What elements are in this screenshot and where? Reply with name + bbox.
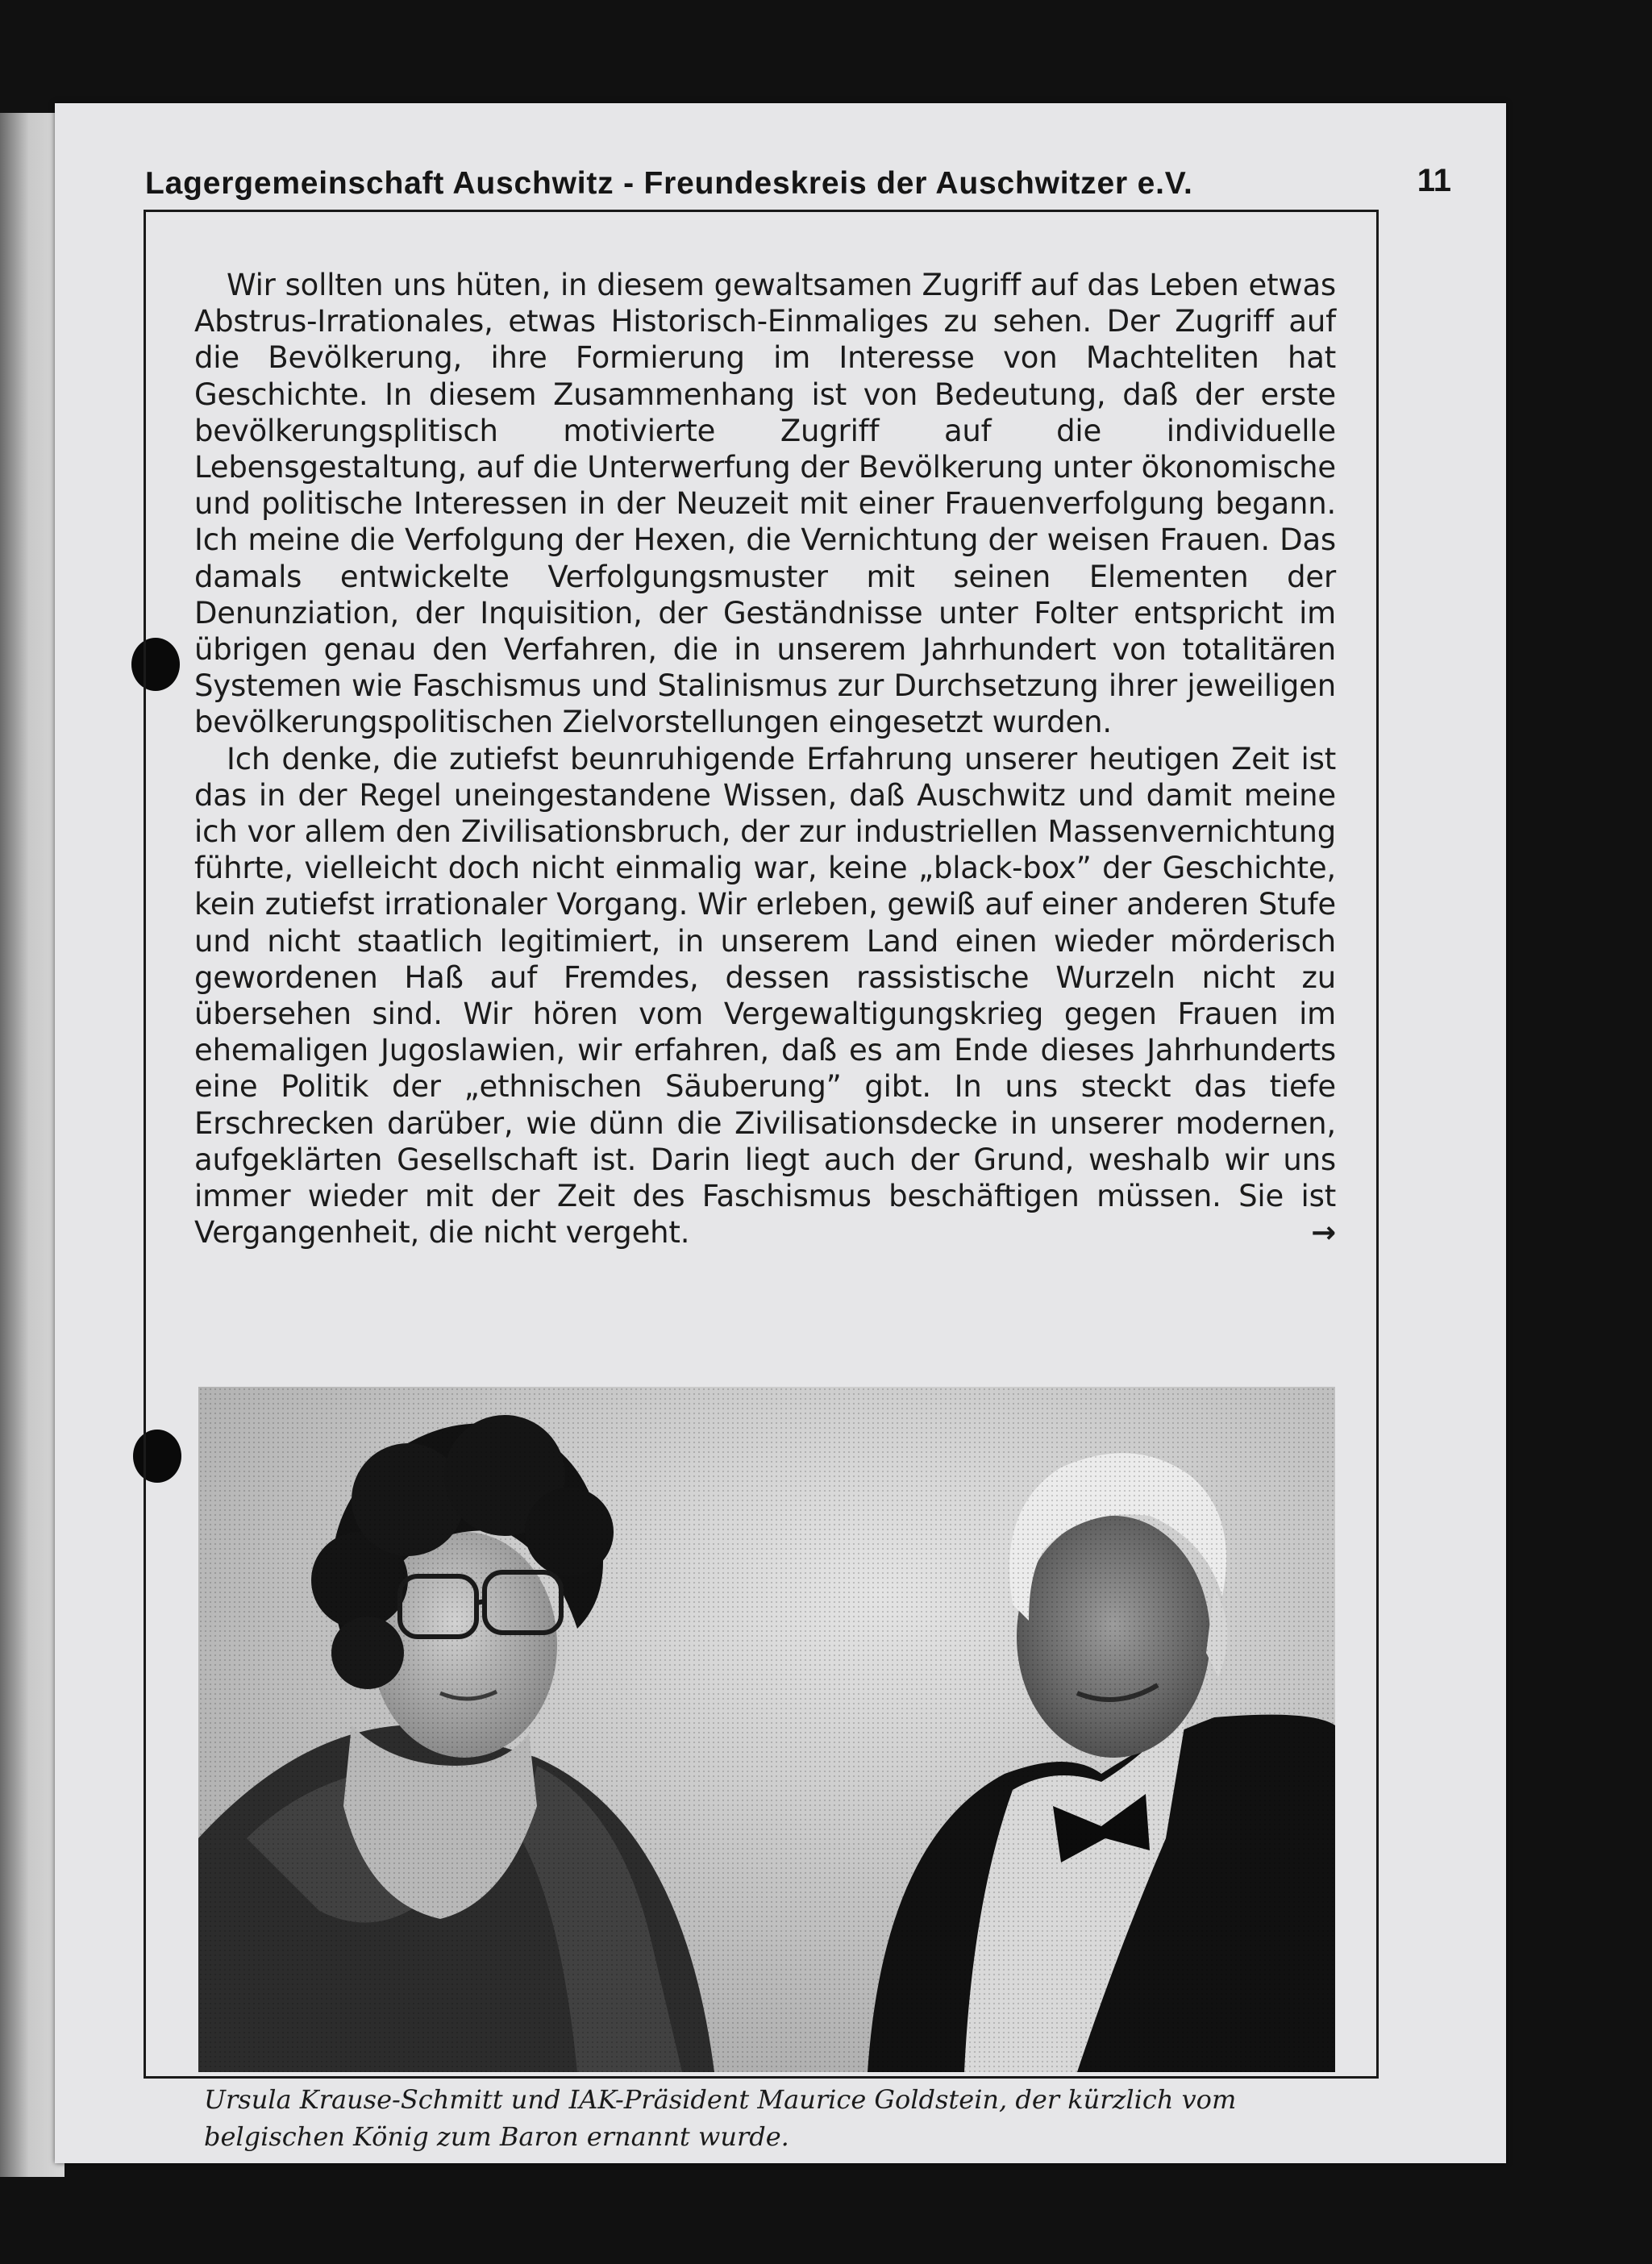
paragraph-2-text: Ich denke, die zutiefst beunruhigende Erfahrung unserer heutigen Zeit ist das in der Regel uneingestandene Wissen, daß Auschwitz und damit meine ich vor allem den Zivilisationsbruch, der zur industriellen Massenvernichtung führte, vielleicht doch nicht einmalig war, keine „black-box” der Geschichte, kein zutiefst irrationaler Vorgang. Wir erleben, gewiß auf einer anderen Stufe und nicht staatlich legitimiert, in unserem Land einen wieder mörderisch gewordenen Haß auf Fremdes, dessen rassistische Wurzeln nicht zu übersehen sind. Wir hören vom Vergewaltigungskrieg gegen Frauen im ehemaligen Jugoslawien, wir erfahren, daß es am Ende dieses Jahrhunderts eine Politik der „ethnischen Säuberung” gibt. In uns steckt das tiefe Erschrecken darüber, wie dünn die Zivilisationsdecke in unserer modernen, aufgeklärten Gesellschaft ist. Darin liegt auch der Grund, weshalb wir uns immer wieder mit der Zeit des Faschismus beschäftigen müssen. Sie ist Vergangenheit, die nicht vergeht. <box>194 741 1336 1251</box>
page-number: 11 <box>1417 163 1451 198</box>
photo-caption: Ursula Krause-Schmitt und IAK-Präsident Maurice Goldstein, der kürzlich vom belgischen König zum Baron ernannt wurde. <box>204 2084 1237 2152</box>
portrait-photo <box>198 1387 1335 2072</box>
continue-arrow: → <box>1311 1215 1336 1251</box>
article-frame <box>144 210 1379 2152</box>
magazine-page <box>55 103 1506 2163</box>
header-title: Lagergemeinschaft Auschwitz - Freundeskreis der Auschwitzer e.V. <box>145 166 1193 201</box>
article-body <box>194 267 1336 1251</box>
running-header <box>145 160 1451 216</box>
paragraph-1: Wir sollten uns hüten, in diesem gewaltsamen Zugriff auf das Leben etwas Abstrus-Irrationales, etwas Historisch-Einmaliges zu sehen. Der Zugriff auf die Bevölkerung, ihre Formierung im Interesse von Machteliten hat Geschichte. In diesem Zusammenhang ist von Bedeutung, daß der erste bevölkerungsplitisch motivierte Zugriff auf die individuelle Lebensgestaltung, auf die Unterwerfung der Bevölkerung unter ökonomische und politische Interessen in der Neuzeit mit einer Frauenverfolgung begann. Ich meine die Verfolgung der Hexen, die Vernichtung der weisen Frauen. Das damals entwickelte Verfolgungsmuster mit seinen Elementen der Denunziation, der Inquisition, der Geständnisse unter Folter entspricht im übrigen genau den Verfahren, die in unserem Jahrhundert von totalitären Systemen wie Faschismus und Stalinismus zur Durchsetzung ihrer jeweiligen bevölkerungspolitischen Zielvorstellungen eingesetzt wurden. <box>194 268 1336 740</box>
paragraph-2 <box>194 741 1336 1251</box>
